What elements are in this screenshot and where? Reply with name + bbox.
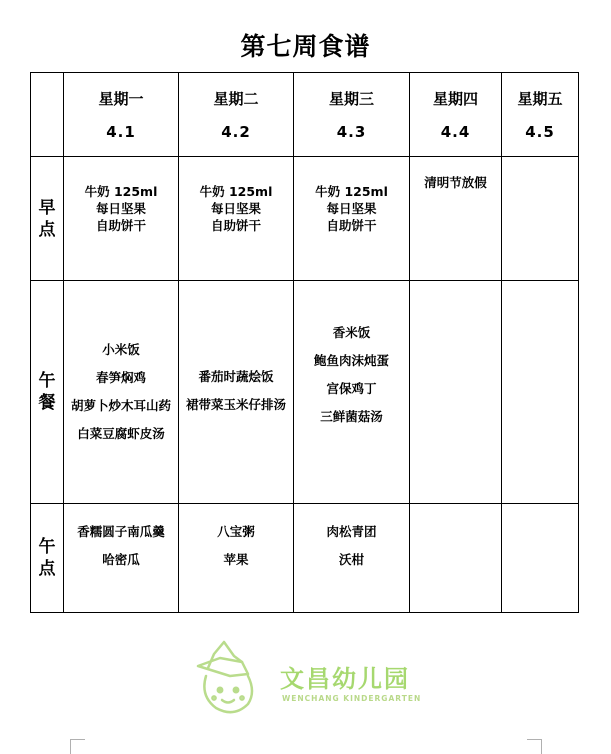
logo-name: 文昌幼儿园 [280, 665, 410, 693]
menu-cell [64, 504, 179, 613]
meal-label-char: 午 [38, 537, 56, 557]
meal-label-char: 餐 [38, 393, 56, 413]
meal-label-snack [31, 504, 64, 613]
day-name: 星期五 [517, 90, 563, 108]
dish-item: 牛奶 125ml [199, 184, 273, 199]
menu-cell [502, 504, 579, 613]
dish-item: 白菜豆腐虾皮汤 [77, 426, 165, 441]
dish-item: 宫保鸡丁 [326, 381, 377, 396]
day-name: 星期二 [213, 90, 259, 108]
snack-row [31, 504, 579, 613]
menu-cell [179, 504, 294, 613]
dish-item: 苹果 [223, 551, 249, 567]
breakfast-row [31, 157, 579, 281]
day-date: 4.4 [440, 123, 471, 141]
menu-cell [410, 157, 502, 281]
menu-cell [410, 281, 502, 504]
day-header [64, 73, 179, 157]
meal-label-breakfast [31, 157, 64, 281]
meal-label-lunch [31, 281, 64, 504]
meal-label-char: 午 [38, 371, 56, 391]
meal-label-char: 早 [38, 197, 56, 218]
menu-cell [294, 281, 410, 504]
menu-table [30, 72, 579, 613]
dish-item: 每日坚果 [210, 201, 261, 216]
page-title: 第七周食谱 [240, 32, 371, 61]
dish-item: 裙带菜玉米仔排汤 [185, 396, 286, 412]
day-date: 4.1 [106, 123, 136, 141]
day-name: 星期一 [98, 90, 144, 108]
menu-cell [64, 157, 179, 281]
header-row [31, 73, 579, 157]
menu-cell [410, 504, 502, 613]
menu-cell [502, 281, 579, 504]
meal-label-char: 点 [38, 559, 56, 579]
dish-item: 沃柑 [338, 551, 364, 567]
day-date: 4.5 [525, 123, 555, 141]
menu-cell [294, 157, 410, 281]
lunch-row [31, 281, 579, 504]
dish-item: 每日坚果 [95, 201, 146, 216]
day-name: 星期四 [432, 90, 478, 108]
dish-item: 清明节放假 [424, 174, 487, 190]
day-header [179, 73, 294, 157]
dish-item: 自助饼干 [326, 218, 377, 233]
menu-cell [502, 157, 579, 281]
dish-item: 牛奶 125ml [84, 184, 158, 199]
dish-item: 番茄时蔬烩饭 [198, 368, 274, 384]
menu-cell [179, 157, 294, 281]
dish-item: 肉松青团 [326, 523, 377, 539]
dish-item: 春笋焖鸡 [95, 370, 146, 385]
dish-item: 胡萝卜炒木耳山药 [70, 398, 171, 413]
dish-item: 香米饭 [332, 325, 371, 340]
corner-cell [31, 73, 64, 157]
dish-item: 三鲜菌菇汤 [320, 409, 383, 424]
dish-item: 自助饼干 [210, 218, 261, 233]
dish-item: 哈密瓜 [102, 551, 140, 567]
menu-cell [64, 281, 179, 504]
dish-item: 八宝粥 [217, 523, 255, 539]
dish-item: 每日坚果 [326, 201, 377, 216]
menu-cell [294, 504, 410, 613]
day-date: 4.3 [336, 123, 367, 141]
day-header [410, 73, 502, 157]
dish-item: 鲍鱼肉沫炖蛋 [313, 353, 389, 368]
day-name: 星期三 [328, 90, 374, 108]
day-date: 4.2 [221, 123, 251, 141]
logo-subtitle: WENCHANG KINDERGARTEN [282, 694, 422, 703]
dish-item: 自助饼干 [95, 218, 146, 233]
menu-cell [179, 281, 294, 504]
dish-item: 牛奶 125ml [315, 184, 388, 199]
meal-label-char: 点 [38, 219, 56, 240]
dish-item: 小米饭 [102, 342, 140, 357]
page-corner-mark [527, 739, 542, 754]
day-header [294, 73, 410, 157]
dish-item: 香糯圆子南瓜羹 [77, 523, 165, 539]
page-corner-mark [70, 739, 85, 754]
day-header [502, 73, 579, 157]
